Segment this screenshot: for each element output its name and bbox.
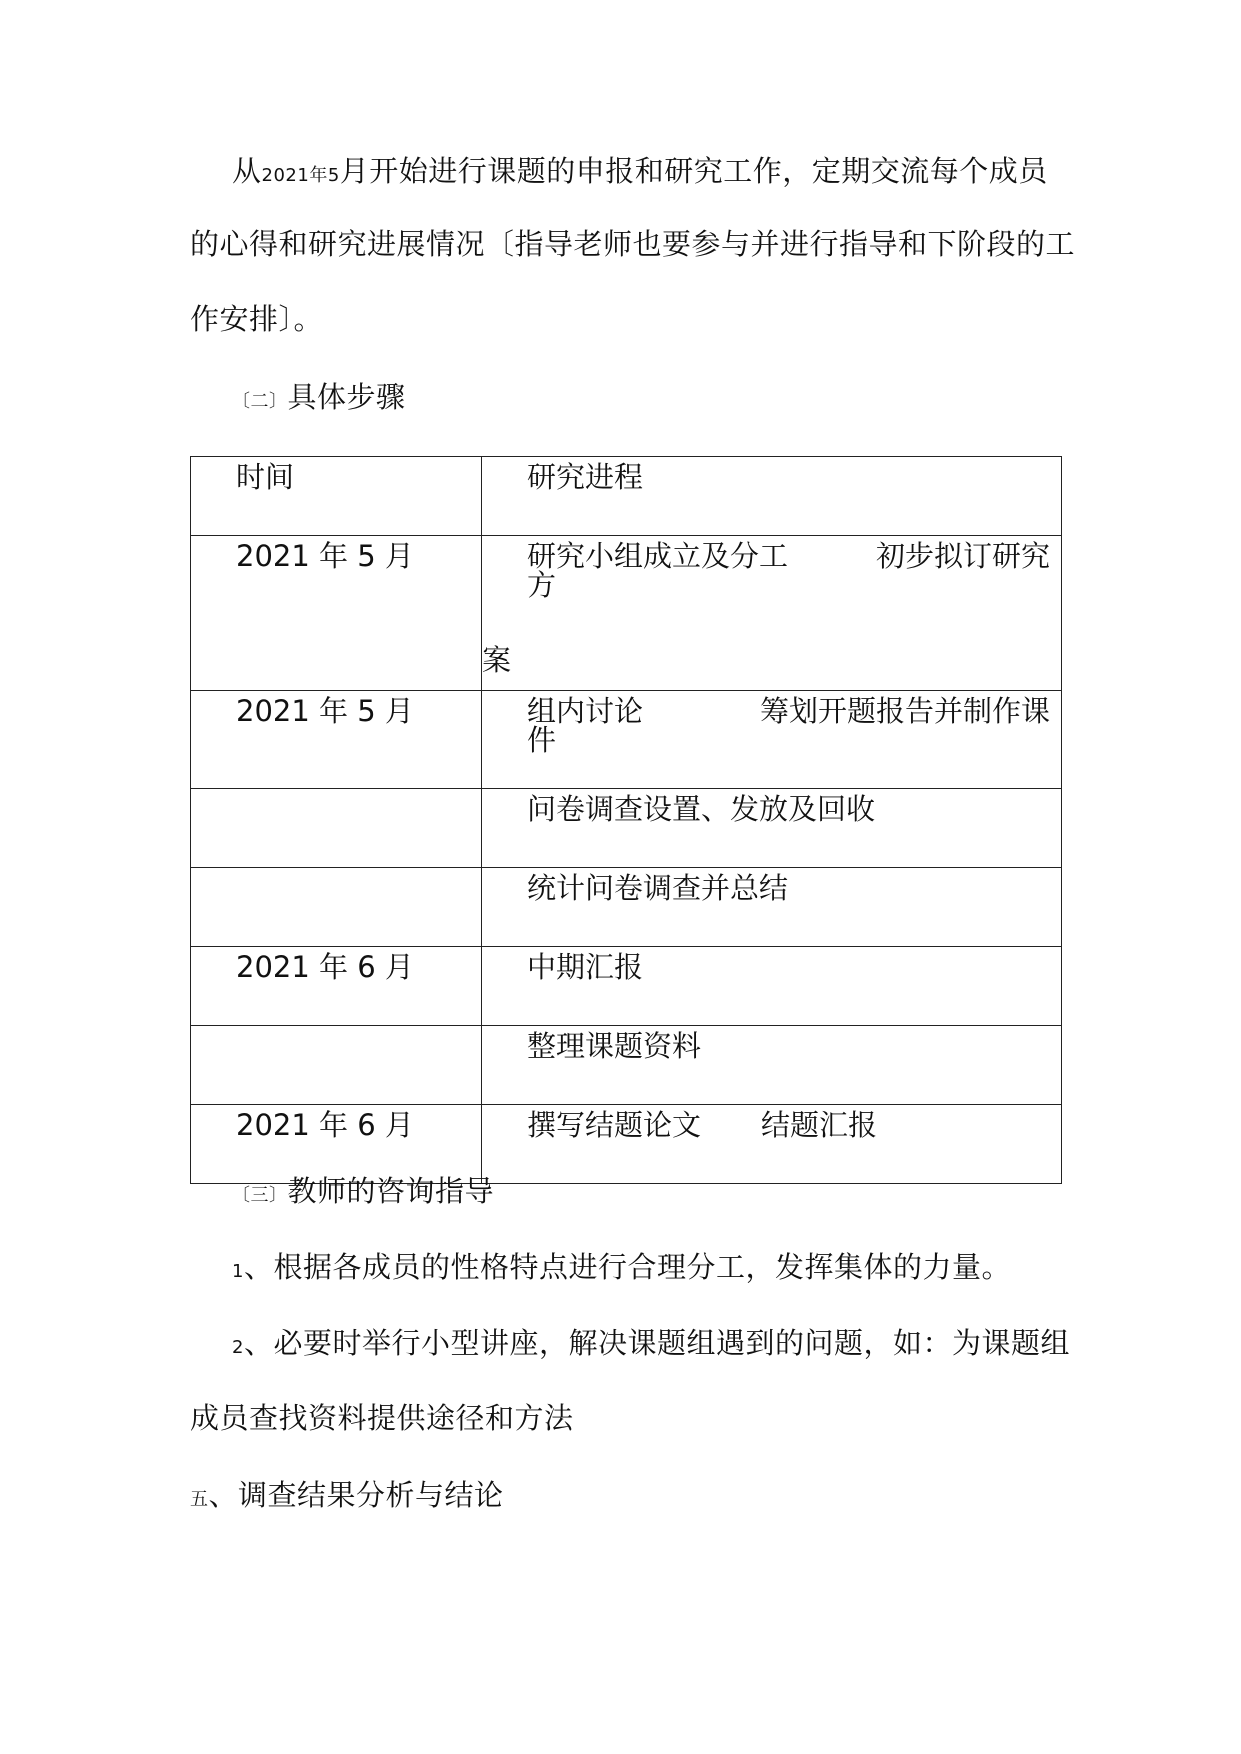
intro-text: 从 [232,154,262,188]
table-row [191,1025,1062,1104]
header-progress: 研究进程 [482,457,1062,536]
heading-text: 、调查结果分析与结论 [208,1478,504,1512]
row-progress [482,1104,1062,1183]
item-text: 、根据各成员的性格特点进行合理分工，发挥集体的力量。 [243,1250,1011,1284]
table-row [191,947,1062,1026]
row-progress: 中期汇报 [482,947,1062,1026]
intro-line-2: 的心得和研究进展情况〔指导老师也要参与并进行指导和下阶段的工 [190,227,1076,261]
guidance-item-2-cont: 成员查找资料提供途径和方法 [190,1401,574,1435]
progress-item: 结题汇报 [761,1107,878,1142]
intro-year: 2021 [261,165,310,186]
heading-bracket-number: 〔二〕 [232,391,288,412]
progress-item: 研究小组成立及分工 [527,538,789,573]
intro-line-1 [232,154,1048,188]
row-progress [482,535,1062,690]
row-time: 2021 年 5 月 [191,535,482,690]
heading-text: 教师的咨询指导 [287,1174,495,1208]
progress-item: 撰写结题论文 [527,1107,702,1142]
row-progress: 问卷调查设置、发放及回收 [482,789,1062,868]
section-heading-steps [232,380,406,414]
row-progress: 统计问卷调查并总结 [482,868,1062,947]
intro-line-3: 作安排〕。 [190,302,324,336]
heading-number: 五 [190,1489,209,1510]
heading-bracket-number: 〔三〕 [232,1185,288,1206]
row-time: 2021 年 5 月 [191,690,482,788]
row-time [191,1025,482,1104]
intro-text-rest: 月开始进行课题的申报和研究工作，定期交流每个成员 [339,154,1048,188]
table-header-row [191,457,1062,536]
item-number: 1 [232,1261,244,1282]
intro-month: 5 [327,165,340,186]
table-row [191,868,1062,947]
guidance-item-2 [232,1326,1070,1360]
header-time: 时间 [191,457,482,536]
table-row [191,535,1062,690]
item-number: 2 [232,1337,244,1358]
guidance-item-1 [232,1250,1011,1284]
row-time [191,789,482,868]
progress-item-wrap: 案 [482,642,512,677]
table-row [191,789,1062,868]
section-heading-guidance [232,1174,495,1208]
progress-item: 初步拟订研究方 [527,538,1051,602]
row-time: 2021 年 6 月 [191,1104,482,1183]
table-row [191,690,1062,788]
row-progress [482,690,1062,788]
heading-text: 具体步骤 [287,380,406,414]
row-time [191,868,482,947]
row-time: 2021 年 6 月 [191,947,482,1026]
row-progress: 整理课题资料 [482,1025,1062,1104]
table-row [191,1104,1062,1183]
progress-item: 组内讨论 [527,693,644,728]
intro-year-unit: 年 [309,165,328,186]
item-text: 、必要时举行小型讲座，解决课题组遇到的问题，如：为课题组 [243,1326,1070,1360]
section-heading-results [190,1478,504,1512]
steps-table [190,456,1062,1184]
progress-item: 筹划开题报告并制作课件 [527,693,1051,757]
